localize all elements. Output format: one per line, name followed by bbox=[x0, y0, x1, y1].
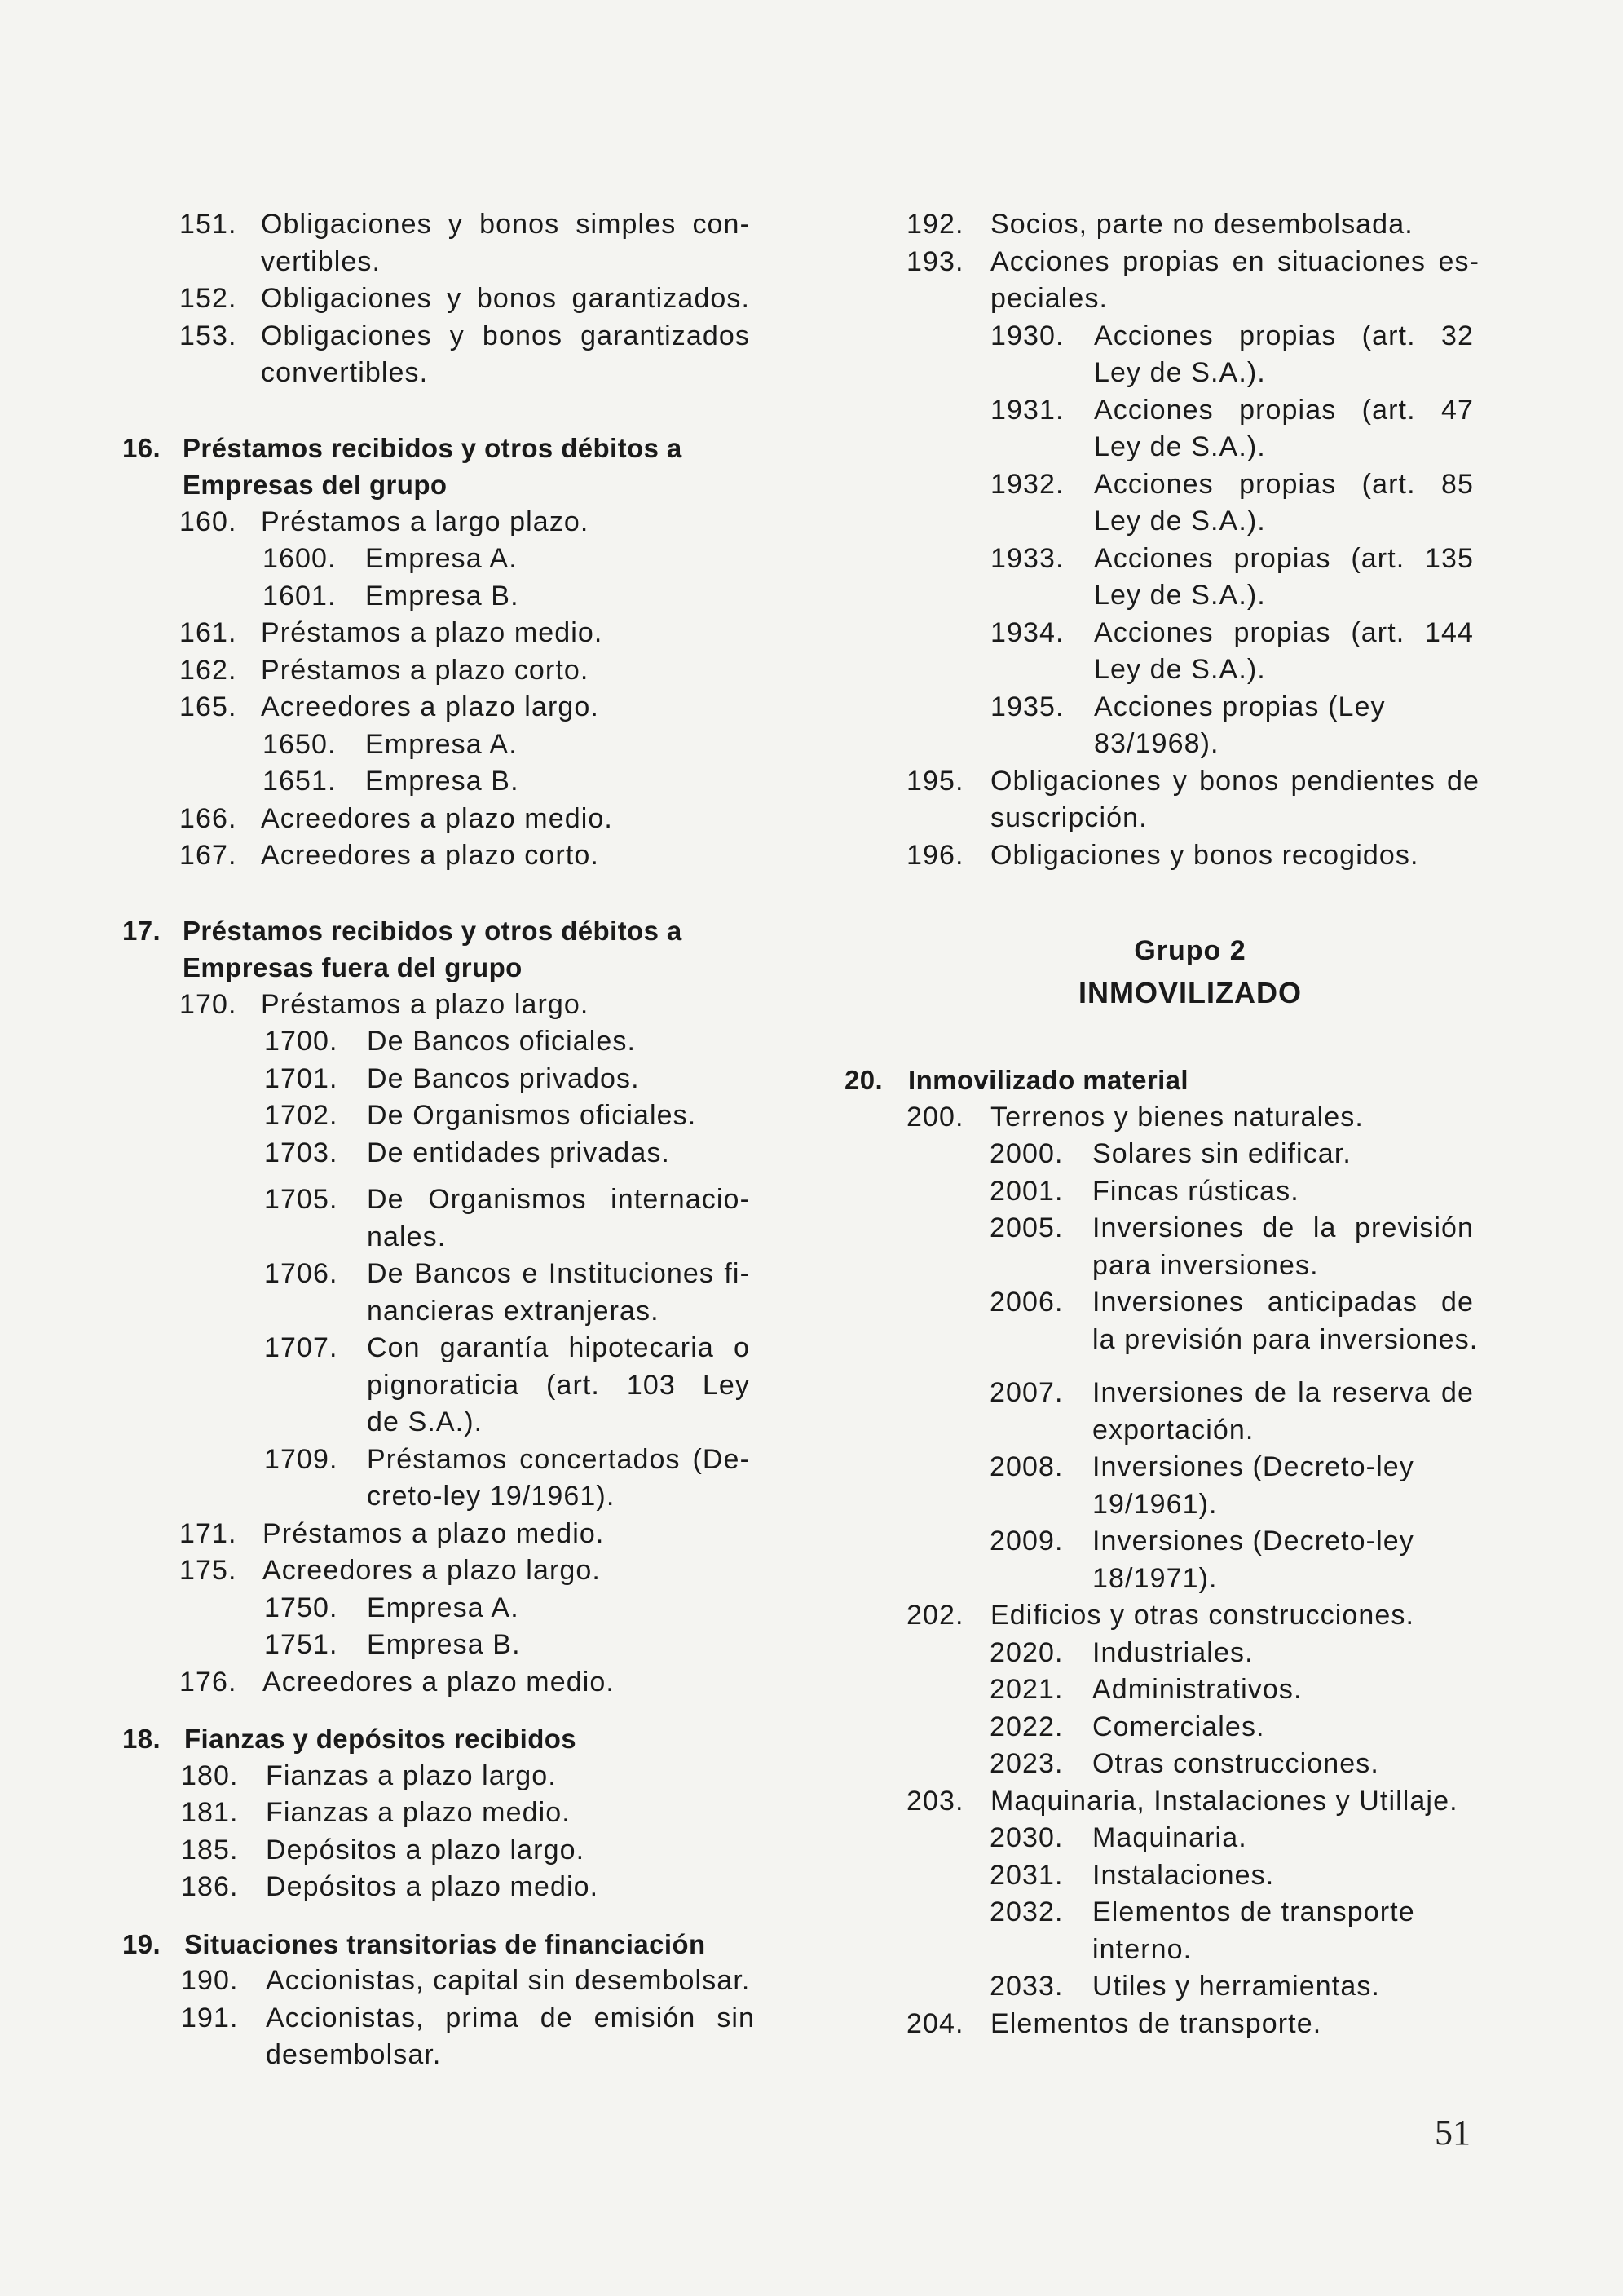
section-20-heading bbox=[840, 1062, 1492, 1099]
account-number: 2001. bbox=[990, 1175, 1064, 1207]
account-text: Inversiones (Decreto-ley bbox=[1092, 1526, 1414, 1556]
account-number: 1709. bbox=[264, 1443, 338, 1475]
account-2009 bbox=[840, 1523, 1492, 1561]
section-number: 19. bbox=[122, 1928, 161, 1959]
account-1930 bbox=[840, 318, 1492, 355]
account-text: Otras construcciones. bbox=[1092, 1748, 1379, 1779]
section-17-heading-cont bbox=[122, 949, 758, 987]
account-200 bbox=[840, 1099, 1492, 1137]
account-text: Ley de S.A.). bbox=[1094, 654, 1266, 685]
account-text: Socios, parte no desembolsada. bbox=[990, 209, 1414, 240]
account-1932 bbox=[840, 466, 1492, 504]
account-number: 195. bbox=[906, 765, 964, 797]
account-text: Terrenos y bienes naturales. bbox=[990, 1101, 1364, 1133]
section-18-heading bbox=[122, 1720, 758, 1758]
account-text: 18/1971). bbox=[1092, 1562, 1218, 1594]
account-text: Industriales. bbox=[1092, 1636, 1254, 1668]
account-text: Maquinaria. bbox=[1092, 1822, 1247, 1853]
account-195-cont bbox=[840, 800, 1492, 837]
account-number: 1930. bbox=[990, 320, 1065, 351]
account-number: 2031. bbox=[990, 1859, 1064, 1891]
account-2006-cont bbox=[840, 1322, 1492, 1359]
account-1705 bbox=[122, 1181, 758, 1219]
account-number: 165. bbox=[179, 691, 237, 722]
section-title: Inmovilizado material bbox=[908, 1065, 1189, 1095]
account-1601 bbox=[122, 578, 758, 616]
account-176 bbox=[122, 1664, 758, 1702]
account-text: Inversiones de la reserva de bbox=[1092, 1377, 1474, 1408]
section-16-heading-cont bbox=[122, 466, 758, 504]
account-text: Ley de S.A.). bbox=[1094, 431, 1266, 462]
account-number: 1651. bbox=[262, 766, 337, 797]
account-text: nancieras extranjeras. bbox=[367, 1295, 659, 1327]
account-2021 bbox=[840, 1671, 1492, 1709]
account-text: Acciones propias (art. 32 bbox=[1094, 320, 1474, 351]
account-text: pignoraticia (art. 103 Ley bbox=[367, 1369, 750, 1401]
account-text: Préstamos a plazo medio. bbox=[262, 1517, 605, 1549]
account-number: 1705. bbox=[264, 1184, 338, 1215]
account-1930-cont bbox=[840, 355, 1492, 392]
account-text: Solares sin edificar. bbox=[1092, 1138, 1352, 1169]
account-204 bbox=[840, 2006, 1492, 2043]
account-text: la previsión para inversiones. bbox=[1092, 1323, 1479, 1355]
account-text: Préstamos a plazo medio. bbox=[261, 617, 603, 648]
account-number: 190. bbox=[181, 1965, 239, 1996]
account-161 bbox=[122, 615, 758, 652]
account-2000 bbox=[840, 1136, 1492, 1173]
account-text: De entidades privadas. bbox=[367, 1137, 670, 1168]
account-text: Empresa B. bbox=[365, 580, 519, 612]
section-16-heading bbox=[122, 430, 758, 467]
account-text: Acciones propias (art. 135 bbox=[1094, 542, 1474, 574]
account-2031 bbox=[840, 1857, 1492, 1895]
account-text: Préstamos concertados (De- bbox=[367, 1443, 750, 1475]
account-text: Depósitos a plazo largo. bbox=[266, 1834, 585, 1866]
account-text: Acciones propias (Ley bbox=[1094, 691, 1386, 722]
account-text: Empresa A. bbox=[367, 1592, 519, 1623]
account-number: 1933. bbox=[990, 542, 1065, 574]
account-1934-cont bbox=[840, 651, 1492, 689]
account-number: 192. bbox=[906, 209, 964, 240]
account-text: Elementos de transporte. bbox=[990, 2007, 1322, 2039]
account-number: 204. bbox=[906, 2007, 964, 2039]
account-number: 2005. bbox=[990, 1212, 1064, 1243]
account-text: De Bancos oficiales. bbox=[367, 1026, 637, 1057]
account-text: Fincas rústicas. bbox=[1092, 1175, 1299, 1207]
account-190 bbox=[122, 1963, 758, 2000]
page-number: 51 bbox=[1435, 2113, 1471, 2152]
account-text: Acreedores a plazo medio. bbox=[261, 802, 613, 834]
account-1706 bbox=[122, 1256, 758, 1293]
account-text: Ley de S.A.). bbox=[1094, 357, 1266, 388]
account-text: Préstamos a largo plazo. bbox=[261, 506, 589, 537]
account-202 bbox=[840, 1597, 1492, 1635]
account-text: Empresa A. bbox=[365, 543, 518, 574]
account-text: Empresa A. bbox=[365, 728, 518, 760]
account-number: 1751. bbox=[264, 1629, 338, 1660]
account-number: 1601. bbox=[262, 580, 337, 612]
account-1931 bbox=[840, 392, 1492, 430]
account-text: Préstamos a plazo corto. bbox=[261, 654, 589, 686]
account-number: 161. bbox=[179, 617, 237, 648]
account-number: 175. bbox=[179, 1555, 237, 1586]
account-number: 2020. bbox=[990, 1636, 1064, 1668]
account-text: Acreedores a plazo largo. bbox=[261, 691, 599, 722]
account-text: Fianzas a plazo largo. bbox=[266, 1760, 557, 1791]
account-text: Obligaciones y bonos garantizados. bbox=[261, 283, 750, 314]
account-text: Obligaciones y bonos simples con- bbox=[261, 209, 750, 240]
account-text: nales. bbox=[367, 1221, 447, 1252]
account-text: Empresa B. bbox=[367, 1629, 521, 1660]
account-number: 2021. bbox=[990, 1674, 1064, 1705]
account-166 bbox=[122, 801, 758, 838]
account-number: 2030. bbox=[990, 1822, 1064, 1853]
account-number: 180. bbox=[181, 1760, 239, 1791]
account-number: 181. bbox=[181, 1797, 239, 1828]
account-2032-cont bbox=[840, 1932, 1492, 1969]
account-text: Obligaciones y bonos recogidos. bbox=[990, 839, 1419, 871]
account-1933 bbox=[840, 541, 1492, 578]
account-text: Depósitos a plazo medio. bbox=[266, 1871, 599, 1902]
account-text: 19/1961). bbox=[1092, 1488, 1218, 1520]
account-text: De Organismos internacio- bbox=[367, 1184, 750, 1215]
account-180 bbox=[122, 1758, 758, 1795]
account-number: 2022. bbox=[990, 1711, 1064, 1742]
section-title: Empresas fuera del grupo bbox=[183, 952, 523, 982]
account-number: 203. bbox=[906, 1785, 964, 1817]
account-1709 bbox=[122, 1442, 758, 1479]
section-number: 17. bbox=[122, 915, 161, 946]
account-number: 2006. bbox=[990, 1287, 1064, 1318]
account-text: vertibles. bbox=[261, 245, 381, 277]
account-text: exportación. bbox=[1092, 1414, 1255, 1446]
section-17-heading bbox=[122, 912, 758, 950]
account-text: De Bancos privados. bbox=[367, 1062, 640, 1094]
account-number: 151. bbox=[179, 209, 237, 240]
account-175 bbox=[122, 1552, 758, 1590]
account-text: Administrativos. bbox=[1092, 1674, 1303, 1705]
account-1932-cont bbox=[840, 503, 1492, 541]
account-192 bbox=[840, 206, 1492, 244]
account-2009-cont bbox=[840, 1561, 1492, 1598]
account-number: 1750. bbox=[264, 1592, 338, 1623]
section-number: 16. bbox=[122, 432, 161, 463]
account-number: 176. bbox=[179, 1666, 237, 1698]
section-title: Situaciones transitorias de financiación bbox=[184, 1928, 706, 1959]
account-text: Ley de S.A.). bbox=[1094, 506, 1266, 536]
account-text: Acciones propias (art. 144 bbox=[1094, 616, 1474, 648]
account-2022 bbox=[840, 1709, 1492, 1746]
account-number: 152. bbox=[179, 283, 237, 314]
account-1703 bbox=[122, 1135, 758, 1172]
account-165 bbox=[122, 689, 758, 726]
account-number: 2009. bbox=[990, 1526, 1064, 1556]
account-number: 1703. bbox=[264, 1137, 338, 1168]
account-number: 1700. bbox=[264, 1026, 338, 1057]
section-number: 18. bbox=[122, 1724, 161, 1754]
account-152 bbox=[122, 280, 758, 318]
account-number: 202. bbox=[906, 1600, 964, 1631]
section-19-heading bbox=[122, 1926, 758, 1963]
account-number: 185. bbox=[181, 1834, 239, 1866]
account-text: 83/1968). bbox=[1094, 728, 1219, 759]
account-number: 167. bbox=[179, 840, 237, 871]
account-1751 bbox=[122, 1627, 758, 1664]
account-196 bbox=[840, 837, 1492, 875]
account-text: Acreedores a plazo corto. bbox=[261, 840, 599, 871]
account-text: Acreedores a plazo medio. bbox=[262, 1666, 615, 1698]
group-title: INMOVILIZADO bbox=[1078, 976, 1302, 1009]
account-number: 193. bbox=[906, 245, 964, 277]
account-text: suscripción. bbox=[990, 802, 1148, 833]
account-1934 bbox=[840, 615, 1492, 652]
account-195 bbox=[840, 763, 1492, 801]
account-2032 bbox=[840, 1894, 1492, 1932]
account-1705-cont bbox=[122, 1219, 758, 1256]
account-1707-cont bbox=[122, 1367, 758, 1405]
account-number: 1650. bbox=[262, 728, 337, 760]
account-171 bbox=[122, 1516, 758, 1553]
right-column bbox=[840, 206, 1492, 2042]
account-text: convertibles. bbox=[261, 357, 429, 388]
account-1650 bbox=[122, 726, 758, 764]
account-text: Inversiones anticipadas de bbox=[1092, 1287, 1474, 1318]
account-text: Acciones propias en situaciones es- bbox=[990, 245, 1480, 277]
left-column bbox=[122, 206, 758, 2074]
account-number: 191. bbox=[181, 2002, 239, 2033]
account-2008-cont bbox=[840, 1486, 1492, 1524]
account-text: Con garantía hipotecaria o bbox=[367, 1332, 750, 1363]
account-text: Ley de S.A.). bbox=[1094, 580, 1266, 611]
account-185 bbox=[122, 1832, 758, 1870]
account-text: de S.A.). bbox=[367, 1406, 483, 1437]
account-number: 2033. bbox=[990, 1971, 1064, 2002]
account-170 bbox=[122, 987, 758, 1024]
account-number: 1932. bbox=[990, 468, 1065, 500]
account-text: Inversiones de la previsión bbox=[1092, 1212, 1474, 1243]
account-2030 bbox=[840, 1820, 1492, 1857]
account-186 bbox=[122, 1869, 758, 1906]
account-1750 bbox=[122, 1590, 758, 1627]
account-text: Elementos de transporte bbox=[1092, 1896, 1415, 1927]
account-1651 bbox=[122, 763, 758, 801]
account-193 bbox=[840, 244, 1492, 281]
account-1935-cont bbox=[840, 726, 1492, 763]
account-162 bbox=[122, 652, 758, 690]
section-title: Fianzas y depósitos recibidos bbox=[184, 1724, 577, 1754]
account-text: Empresa B. bbox=[365, 766, 519, 797]
account-text: Accionistas, capital sin desembolsar. bbox=[266, 1965, 751, 1996]
account-text: Accionistas, prima de emisión sin bbox=[266, 2002, 755, 2033]
account-1702 bbox=[122, 1097, 758, 1135]
account-1931-cont bbox=[840, 429, 1492, 466]
account-number: 160. bbox=[179, 506, 237, 537]
account-151-cont bbox=[122, 244, 758, 281]
account-text: desembolsar. bbox=[266, 2039, 442, 2070]
section-title: Empresas del grupo bbox=[183, 470, 448, 500]
account-text: De Bancos e Instituciones fi- bbox=[367, 1258, 750, 1289]
account-number: 2000. bbox=[990, 1138, 1064, 1169]
account-text: Maquinaria, Instalaciones y Utillaje. bbox=[990, 1785, 1458, 1817]
account-191-cont bbox=[122, 2037, 758, 2074]
account-text: Comerciales. bbox=[1092, 1711, 1265, 1742]
account-1709-cont bbox=[122, 1478, 758, 1516]
group-label: Grupo 2 bbox=[1134, 935, 1246, 966]
account-2007 bbox=[840, 1375, 1492, 1412]
account-2005-cont bbox=[840, 1247, 1492, 1285]
account-153 bbox=[122, 318, 758, 355]
account-1700 bbox=[122, 1023, 758, 1061]
account-text: Acciones propias (art. 85 bbox=[1094, 468, 1474, 500]
account-2007-cont bbox=[840, 1412, 1492, 1450]
account-number: 2008. bbox=[990, 1451, 1064, 1482]
account-text: De Organismos oficiales. bbox=[367, 1100, 697, 1131]
section-title: Préstamos recibidos y otros débitos a bbox=[183, 915, 682, 946]
account-number: 2032. bbox=[990, 1896, 1064, 1927]
account-203 bbox=[840, 1783, 1492, 1821]
account-number: 1701. bbox=[264, 1062, 338, 1094]
account-2033 bbox=[840, 1968, 1492, 2006]
account-160 bbox=[122, 504, 758, 541]
account-text: Edificios y otras construcciones. bbox=[990, 1600, 1415, 1631]
account-191 bbox=[122, 2000, 758, 2038]
account-text: para inversiones. bbox=[1092, 1249, 1319, 1281]
account-text: Obligaciones y bonos pendientes de bbox=[990, 765, 1480, 797]
account-181 bbox=[122, 1795, 758, 1832]
account-number: 1702. bbox=[264, 1100, 338, 1131]
account-text: peciales. bbox=[990, 283, 1109, 314]
account-number: 166. bbox=[179, 802, 237, 834]
account-number: 1707. bbox=[264, 1332, 338, 1363]
account-text: creto-ley 19/1961). bbox=[367, 1481, 615, 1512]
account-text: Utiles y herramientas. bbox=[1092, 1971, 1380, 2002]
account-text: Obligaciones y bonos garantizados bbox=[261, 320, 750, 351]
account-number: 196. bbox=[906, 839, 964, 871]
account-1701 bbox=[122, 1061, 758, 1098]
account-number: 2023. bbox=[990, 1748, 1064, 1779]
section-title: Préstamos recibidos y otros débitos a bbox=[183, 432, 682, 463]
account-1600 bbox=[122, 541, 758, 578]
account-number: 2007. bbox=[990, 1377, 1064, 1408]
account-number: 171. bbox=[179, 1517, 237, 1549]
account-number: 1935. bbox=[990, 691, 1065, 722]
account-2023 bbox=[840, 1746, 1492, 1783]
account-text: Acreedores a plazo largo. bbox=[262, 1555, 601, 1586]
account-text: Préstamos a plazo largo. bbox=[261, 988, 589, 1020]
account-1707-cont2 bbox=[122, 1404, 758, 1442]
account-151 bbox=[122, 206, 758, 244]
account-number: 162. bbox=[179, 654, 237, 686]
account-number: 200. bbox=[906, 1101, 964, 1133]
account-text: interno. bbox=[1092, 1933, 1193, 1965]
account-text: Instalaciones. bbox=[1092, 1859, 1275, 1891]
account-2005 bbox=[840, 1210, 1492, 1247]
account-number: 1706. bbox=[264, 1258, 338, 1289]
account-2008 bbox=[840, 1449, 1492, 1486]
account-number: 1600. bbox=[262, 543, 337, 574]
account-153-cont bbox=[122, 355, 758, 392]
section-number: 20. bbox=[845, 1065, 884, 1095]
account-1706-cont bbox=[122, 1293, 758, 1331]
account-text: Acciones propias (art. 47 bbox=[1094, 394, 1474, 426]
account-text: Inversiones (Decreto-ley bbox=[1092, 1451, 1414, 1482]
account-1707 bbox=[122, 1330, 758, 1367]
account-2020 bbox=[840, 1635, 1492, 1672]
account-193-cont bbox=[840, 280, 1492, 318]
account-number: 1934. bbox=[990, 616, 1065, 648]
account-1935 bbox=[840, 689, 1492, 726]
account-2006 bbox=[840, 1284, 1492, 1322]
account-1933-cont bbox=[840, 577, 1492, 615]
account-number: 170. bbox=[179, 988, 237, 1020]
account-167 bbox=[122, 837, 758, 875]
account-text: Fianzas a plazo medio. bbox=[266, 1797, 571, 1828]
account-2001 bbox=[840, 1173, 1492, 1211]
account-number: 153. bbox=[179, 320, 237, 351]
account-number: 186. bbox=[181, 1871, 239, 1902]
account-number: 1931. bbox=[990, 394, 1065, 426]
